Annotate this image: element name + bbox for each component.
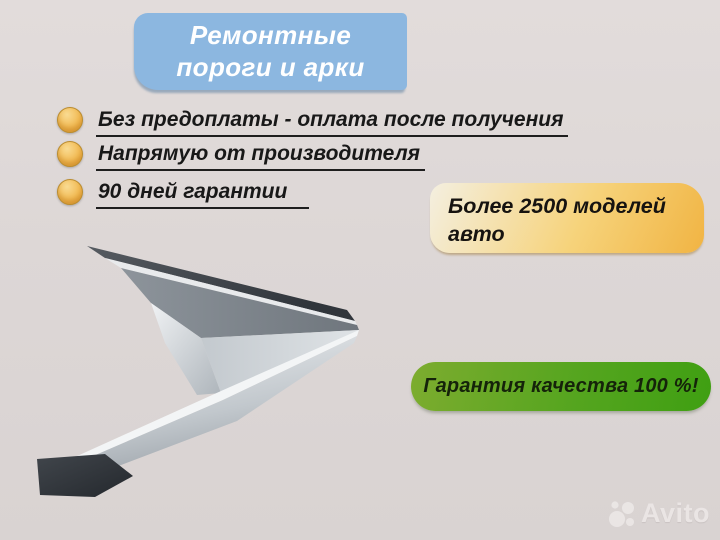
avito-watermark xyxy=(604,494,710,532)
quality-guarantee-text: Гарантия качества 100 %! xyxy=(423,375,699,397)
benefit-label: 90 дней гарантии xyxy=(96,180,309,209)
models-count-badge xyxy=(430,183,704,253)
benefit-row-warranty-days xyxy=(57,180,309,209)
sill-gray-face xyxy=(121,268,359,338)
car-repair-sill-photo xyxy=(25,233,365,503)
title-line-2: пороги и арки xyxy=(176,51,365,82)
benefit-row-from-manufacturer xyxy=(57,142,425,171)
title-banner xyxy=(134,13,407,90)
benefit-row-no-prepayment xyxy=(57,108,568,137)
avito-logo-icon xyxy=(604,494,638,532)
orange-dot-icon xyxy=(57,107,83,133)
orange-dot-icon xyxy=(57,141,83,167)
benefit-label: Напрямую от производителя xyxy=(96,142,425,171)
watermark-brand-text: Avito xyxy=(641,497,710,528)
models-count-text: Более 2500 моделей авто xyxy=(448,194,666,247)
benefit-label: Без предоплаты - оплата после получения xyxy=(96,108,568,137)
orange-dot-icon xyxy=(57,179,83,205)
title-line-1: Ремонтные xyxy=(189,19,352,50)
quality-guarantee-badge xyxy=(411,362,711,411)
